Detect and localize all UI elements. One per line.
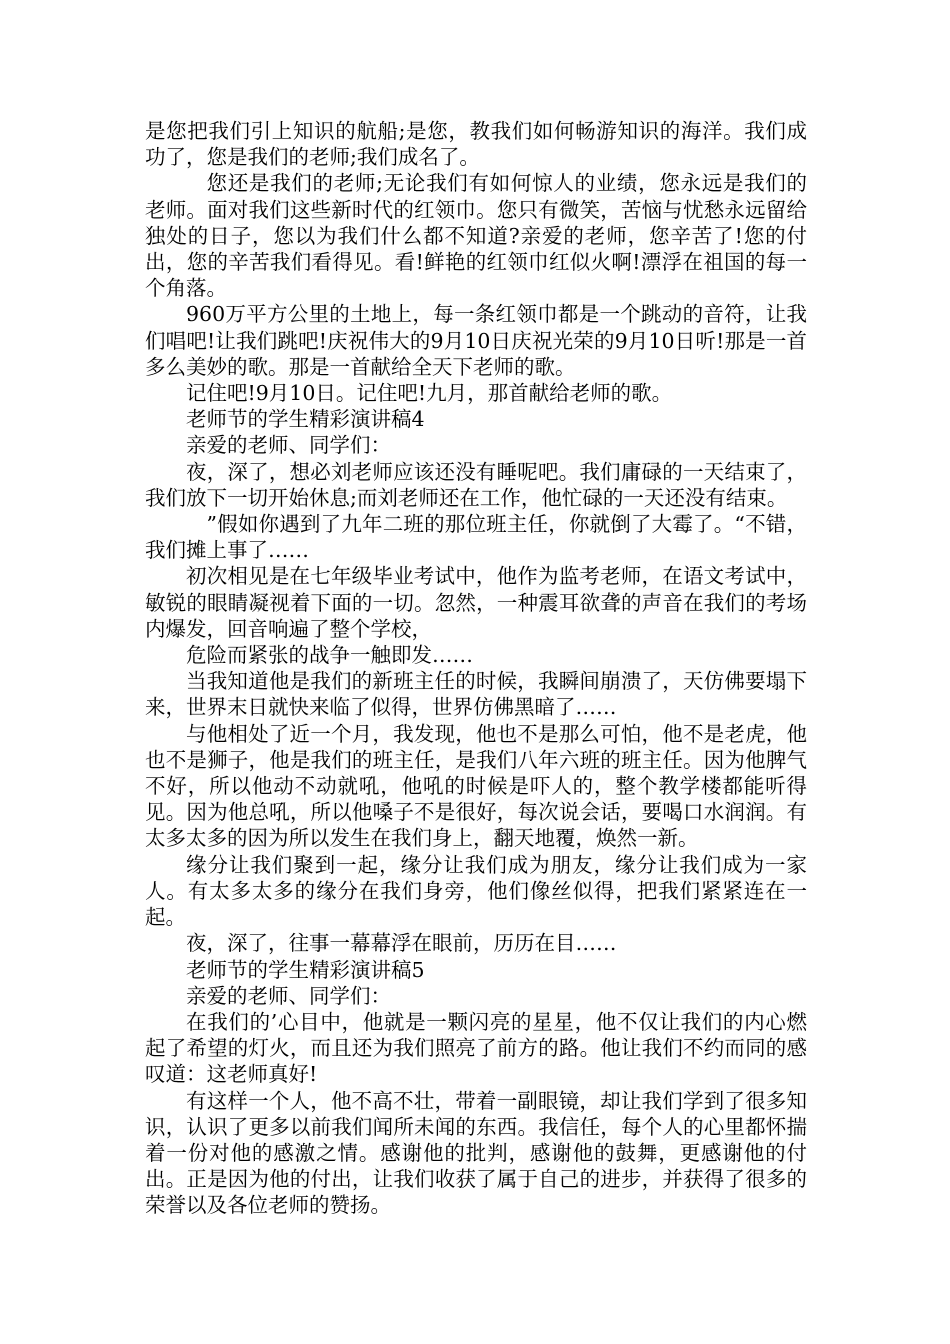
paragraph: 夜，深了，往事一幕幕浮在眼前，历历在目…… (186, 931, 617, 956)
paragraph: ”假如你遇到了九年二班的那位班主任，你就倒了大霉了。“不错，我们摊上事了…… (145, 512, 807, 563)
paragraph: 初次相见是在七年级毕业考试中，他作为监考老师，在语文考试中，敏锐的眼睛凝视着下面的一切。忽然，一种震耳欲聋的声音在我们的考场内爆发，回音响遍了整个学校， (145, 564, 807, 641)
paragraph: 记住吧!9月10日。记住吧!九月，那首献给老师的歌。 (186, 381, 673, 406)
paragraph: 有这样一个人，他不高不壮，带着一副眼镜，却让我们学到了很多知识，认识了更多以前我们闻所未闻的东西。我信任，每个人的心里都怀揣着一份对他的感激之情。感谢他的批判，感谢他的鼓舞，更感谢他的付出。正是因为他的付出，让我们收获了属于自己的进步，并获得了很多的荣誉以及各位老师的赞扬。 (145, 1088, 807, 1218)
paragraph: 夜，深了，想必刘老师应该还没有睡呢吧。我们庸碌的一天结束了，我们放下一切开始休息;而刘老师还在工作，他忙碌的一天还没有结束。 (145, 459, 807, 510)
paragraph: 缘分让我们聚到一起，缘分让我们成为朋友，缘分让我们成为一家人。有太多太多的缘分在我们身旁，他们像丝似得，把我们紧紧连在一起。 (145, 852, 807, 930)
paragraph: 您还是我们的老师;无论我们有如何惊人的业绩，您永远是我们的老师。面对我们这些新时代的红领巾。您只有微笑，苦恼与忧愁永远留给独处的日子，您以为我们什么都不知道?亲爱的老师，您辛苦了!您的付出，您的辛苦我们看得见。看!鲜艳的红领巾红似火啊!漂浮在祖国的每一个角落。 (145, 171, 807, 301)
section-heading: 老师节的学生精彩演讲稿4 (186, 407, 425, 432)
paragraph: 当我知道他是我们的新班主任的时候，我瞬间崩溃了，天仿佛要塌下来，世界末日就快来临了似得，世界仿佛黑暗了…… (145, 669, 807, 720)
paragraph: 与他相处了近一个月，我发现，他也不是那么可怕，他不是老虎，他也不是狮子，他是我们的班主任，是我们八年六班的班主任。因为他脾气不好，所以他动不动就吼，他吼的时候是吓人的，整个教学楼都能听得见。因为他总吼，所以他嗓子不是很好，每次说会话，要喝口水润润。有太多太多的因为所以发生在我们身上，翻天地覆，焕然一新。 (145, 721, 807, 851)
paragraph-continuation: 是您把我们引上知识的航船;是您，教我们如何畅游知识的海洋。我们成功了，您是我们的老师;我们成名了。 (145, 119, 807, 170)
section-heading: 老师节的学生精彩演讲稿5 (186, 957, 425, 982)
paragraph: 在我们的’心目中，他就是一颗闪亮的星星，他不仅让我们的内心燃起了希望的灯火，而且还为我们照亮了前方的路。他让我们不约而同的感叹道：这老师真好! (145, 1009, 807, 1087)
paragraph: 危险而紧张的战争一触即发…… (186, 643, 473, 668)
salutation: 亲爱的老师、同学们： (186, 983, 391, 1008)
document-page (145, 118, 807, 1219)
paragraph: 960万平方公里的土地上，每一条红领巾都是一个跳动的音符，让我们唱吧!让我们跳吧!庆祝伟大的9月10日庆祝光荣的9月10日听!那是一首多么美妙的歌。那是一首献给全天下老师的歌。 (145, 302, 807, 379)
salutation: 亲爱的老师、同学们： (186, 433, 391, 458)
